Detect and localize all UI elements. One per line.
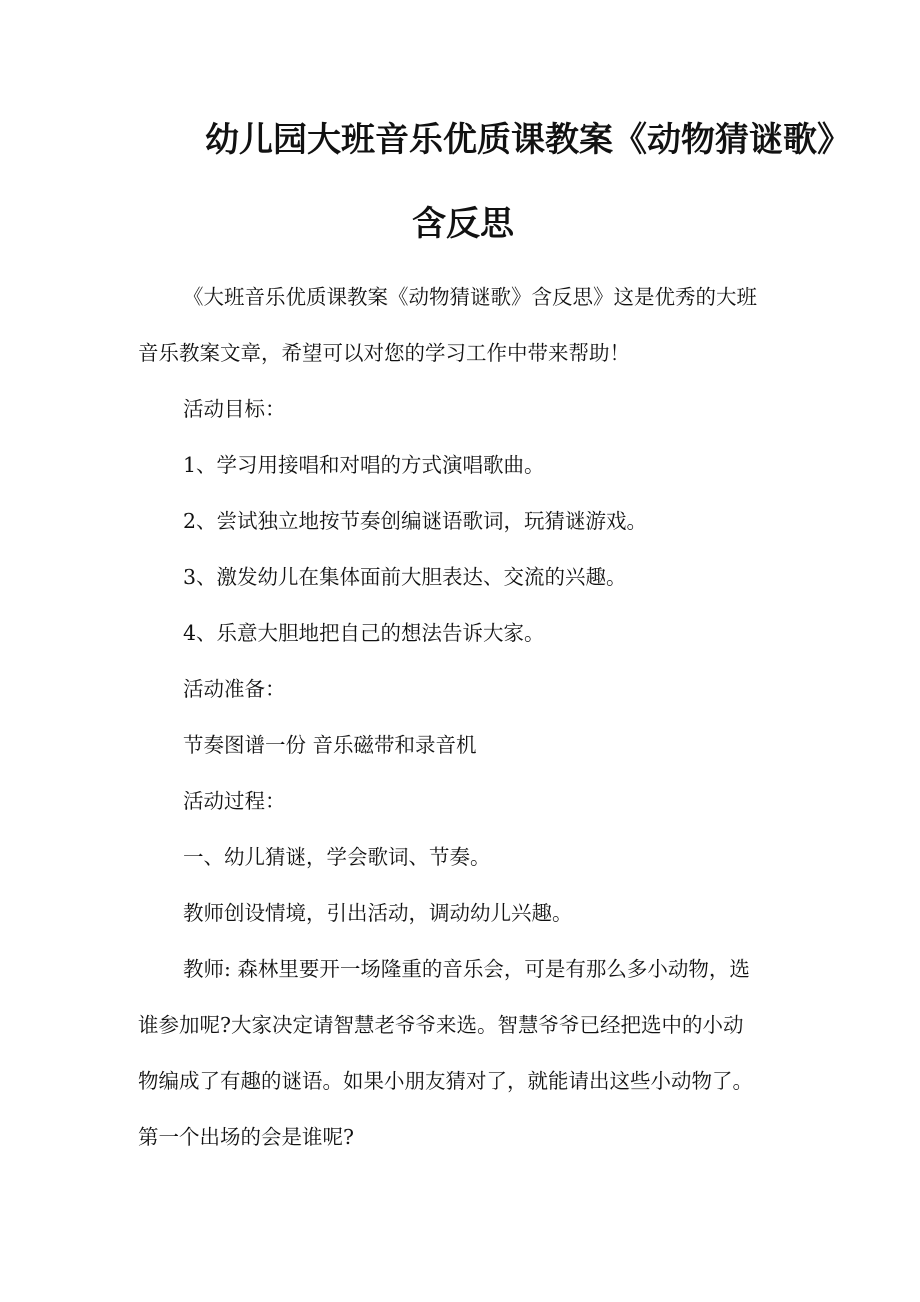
heading-activity-goals: 活动目标： (183, 397, 286, 421)
document-title-line-1: 幼儿园大班音乐优质课教案《动物猜谜歌》 (205, 120, 851, 160)
teacher-speech-line-3: 物编成了有趣的谜语。如果小朋友猜对了，就能请出这些小动物了。 (138, 1069, 753, 1093)
document-title-line-2: 含反思 (412, 204, 514, 244)
goal-item-4: 4、乐意大胆地把自己的想法告诉大家。 (183, 621, 545, 645)
teacher-speech-line-4: 第一个出场的会是谁呢? (138, 1125, 354, 1149)
teacher-speech-line-1: 教师: 森林里要开一场隆重的音乐会，可是有那么多小动物，选 (183, 957, 750, 981)
heading-activity-preparation: 活动准备： (183, 677, 286, 701)
paragraph-intro-line-1: 《大班音乐优质课教案《动物猜谜歌》含反思》这是优秀的大班 (183, 285, 757, 309)
preparation-materials: 节奏图谱一份 音乐磁带和录音机 (183, 733, 477, 757)
paragraph-intro-line-2: 音乐教案文章，希望可以对您的学习工作中带来帮助！ (138, 341, 630, 365)
goal-item-1: 1、学习用接唱和对唱的方式演唱歌曲。 (183, 453, 545, 477)
teacher-speech-line-2: 谁参加呢?大家决定请智慧老爷爷来选。智慧爷爷已经把选中的小动 (138, 1013, 744, 1037)
process-step-1: 一、幼儿猜谜，学会歌词、节奏。 (183, 845, 491, 869)
goal-item-2: 2、尝试独立地按节奏创编谜语歌词，玩猜谜游戏。 (183, 509, 648, 533)
process-paragraph-1: 教师创设情境，引出活动，调动幼儿兴趣。 (183, 901, 573, 925)
heading-activity-process: 活动过程： (183, 789, 286, 813)
goal-item-3: 3、激发幼儿在集体面前大胆表达、交流的兴趣。 (183, 565, 627, 589)
